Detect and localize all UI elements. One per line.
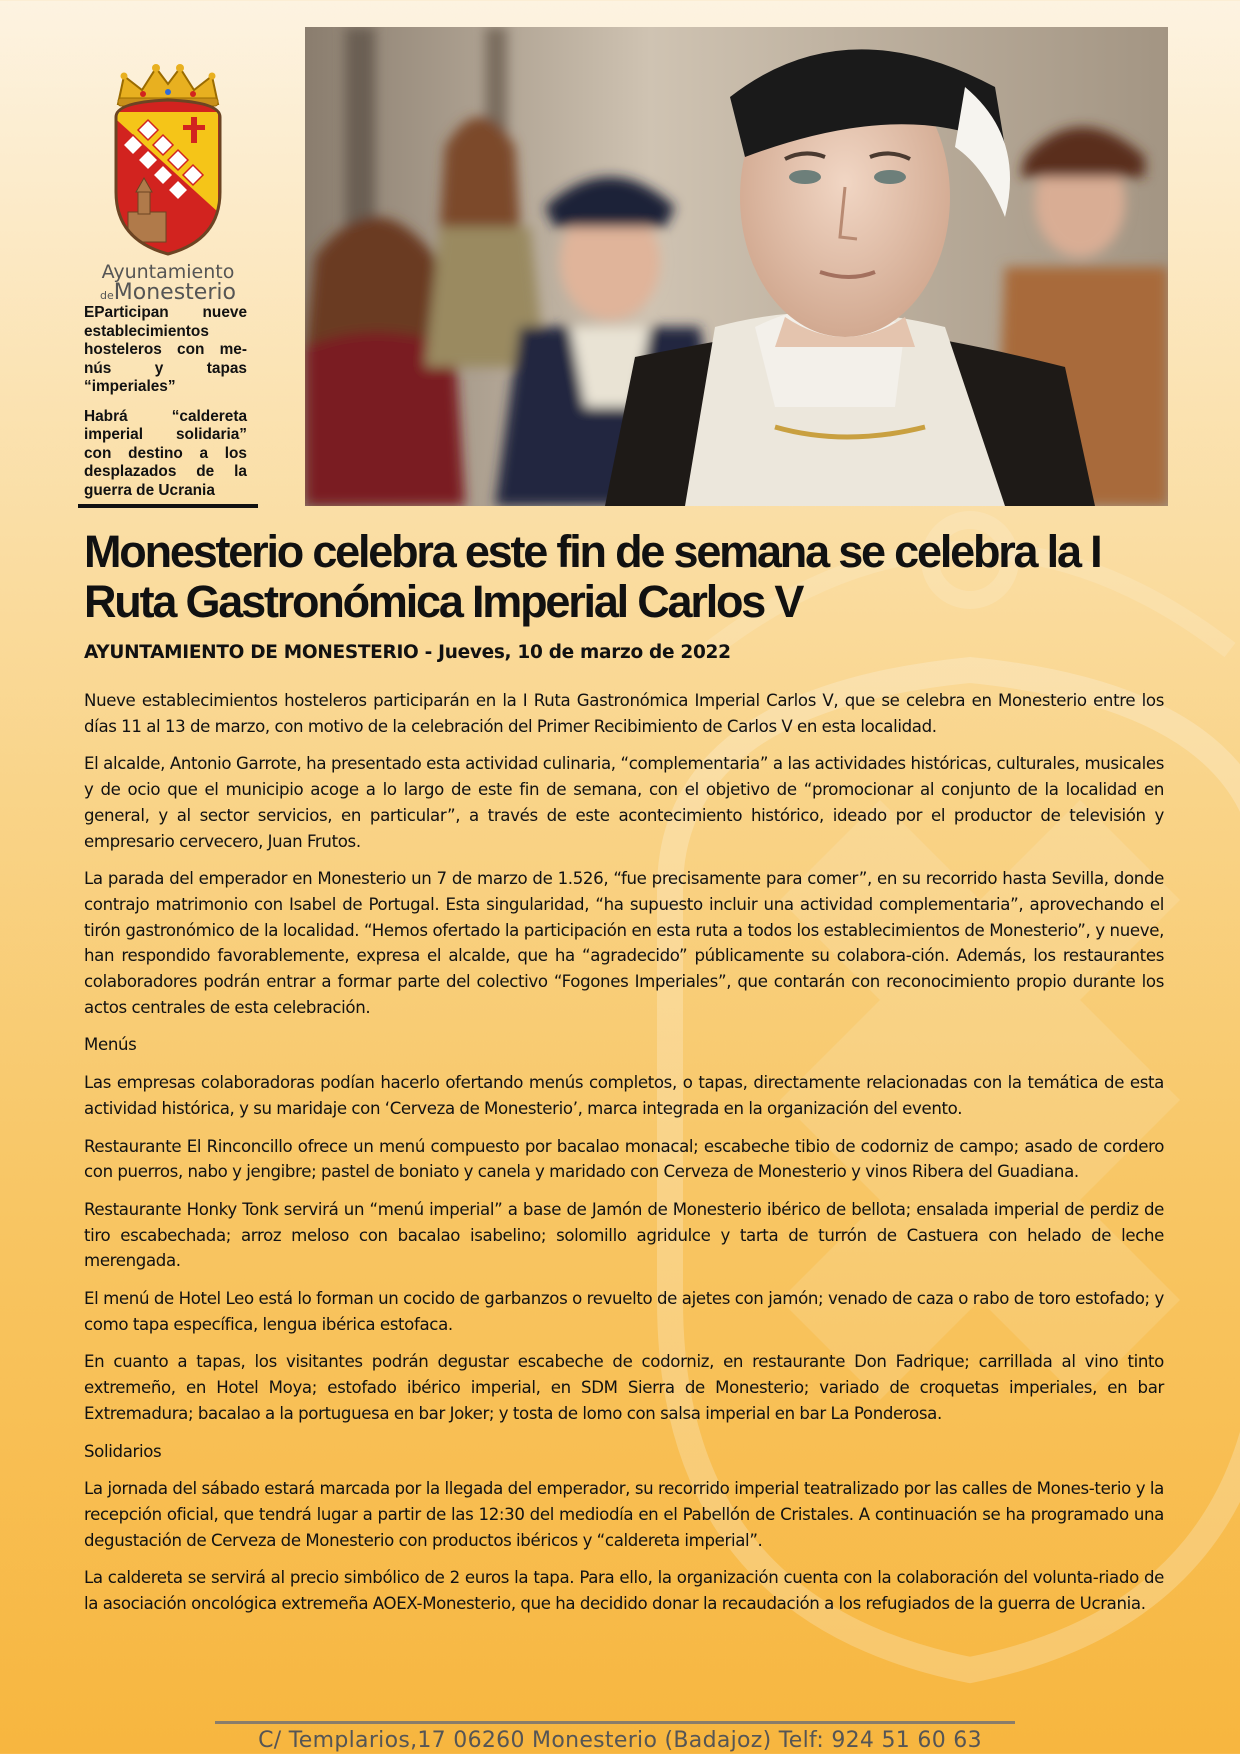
article-paragraph: Restaurante El Rinconcillo ofrece un menú compuesto por bacalao monacal; escabeche tibio de codorniz de campo; asado de cordero con puerros, nabo y jengibre; pastel de boniato y canela y maridado con Cerveza de Monesterio y vinos Ribera del Guadiana. [84, 1136, 1164, 1182]
municipal-logo [88, 62, 248, 304]
hero-photo [305, 27, 1168, 506]
article-paragraph: El alcalde, Antonio Garrote, ha presentado esta actividad culinaria, “complementaria” a las actividades históricas, culturales, musicales y de ocio que el municipio acoge a lo largo de este fin de semana, con el objetivo de “promocionar al conjunto de la localidad en general, y al sector servicios, en particular”, a través de este acontecimiento histórico, ideado por el productor de televisión y empresario cervecero, Juan Frutos. [84, 754, 1164, 851]
article-paragraph: La parada del emperador en Monesterio un 7 de marzo de 1.526, “fue precisamente para comer”, en su recorrido hasta Sevilla, donde contrajo matrimonio con Isabel de Portugal. Esta singularidad, “ha supuesto incluir una actividad complementaria”, aprovechando el tirón gastronómico de la localidad. “Hemos ofertado la participación en esta ruta a todos los establecimientos de Monesterio”, y nueve, han respondido favorablemente, expresa el alcalde, que ha “agradecido” públicamente su colabora-ción. Además, los restaurantes colaboradores podrán entrar a formar parte del colectivo “Fogones Imperiales”, que contarán con reconocimiento propio durante los actos centrales de esta celebración. [84, 869, 1164, 1017]
highlight-participants: EParticipan nueve establecimientos hosteleros con me-nús y tapas “imperiales” [84, 304, 247, 395]
sidebar-highlights [78, 304, 253, 511]
article-paragraph: Las empresas colaboradoras podían hacerlo ofertando menús completos, o tapas, directamente relacionadas con la temática de esta actividad histórica, y su maridaje con ‘Cerveza de Monesterio’, marca integrada en la organización del evento. [84, 1073, 1164, 1118]
logo-line-ayuntamiento: Ayuntamiento [101, 261, 235, 283]
subheading-menus: Menús [84, 1035, 137, 1055]
article-paragraph: La jornada del sábado estará marcada por la llegada del emperador, su recorrido imperial teatralizado por las calles de Mones-terio y la recepción oficial, que tendrá lugar a partir de las 12:30 del mediodía en el Pabellón de Cristales. A continuación se ha programado una degustación de Cerveza de Monesterio con productos ibéricos y “caldereta imperial”. [84, 1479, 1164, 1550]
sidebar-rule [78, 504, 258, 508]
footer-address: C/ Templarios,17 06260 Monesterio (Badajoz) Telf: 924 51 60 63 [258, 1728, 982, 1753]
article-paragraph: Nueve establecimientos hosteleros participarán en la I Ruta Gastronómica Imperial Carlos V, que se celebra en Monesterio entre los días 11 al 13 de marzo, con motivo de la celebración del Primer Recibimiento de Carlos V en esta localidad. [84, 691, 1164, 736]
article-paragraph: El menú de Hotel Leo está lo forman un cocido de garbanzos o revuelto de ajetes con jamón; venado de caza o rabo de toro estofado; y como tapa específica, lengua ibérica estofaca. [84, 1289, 1164, 1334]
article-byline: AYUNTAMIENTO DE MONESTERIO - Jueves, 10 de marzo de 2022 [84, 642, 731, 663]
article-paragraph: Restaurante Honky Tonk servirá un “menú imperial” a base de Jamón de Monesterio ibérico de bellota; ensalada imperial de perdiz de tiro escabechada; arroz meloso con bacalao isabelino; solomillo agridulce y tarta de turrón de Castuera con helado de leche merengada. [84, 1199, 1164, 1271]
article-paragraph: En cuanto a tapas, los visitantes podrán degustar escabeche de codorniz, en restaurante Don Fadrique; carrillada al vino tinto extremeño, en Hotel Moya; estofado ibérico imperial, en SDM Sierra de Monesterio; variado de croquetas imperiales, en bar Extremadura; bacalao a la portuguesa en bar Joker; y tosta de lomo con salsa imperial en bar La Ponderosa. [84, 1352, 1164, 1423]
hero-photo-illustration [305, 27, 1168, 506]
article-headline: Monesterio celebra este fin de semana se celebra la I Ruta Gastronómica Imperial Carlos V [84, 526, 1101, 627]
coat-of-arms-icon [98, 62, 238, 257]
logo-line-monesterio: Monesterio [113, 280, 236, 305]
highlight-caldereta: Habrá “caldereta imperial solidaria” con destino a los desplazados de la guerra de Ucrania [84, 407, 247, 499]
article-body [84, 688, 1164, 1629]
subheading-solidarios: Solidarios [84, 1441, 162, 1461]
article-paragraph: La caldereta se servirá al precio simbólico de 2 euros la tapa. Para ello, la organización cuenta con la colaboración del volunta-riado de la asociación oncológica extremeña AOEX-Monesterio, que ha decidido donar la recaudación a los refugiados de la guerra de Ucrania. [84, 1568, 1164, 1614]
logo-line-de: de [100, 289, 114, 302]
footer-rule [215, 1721, 1015, 1724]
